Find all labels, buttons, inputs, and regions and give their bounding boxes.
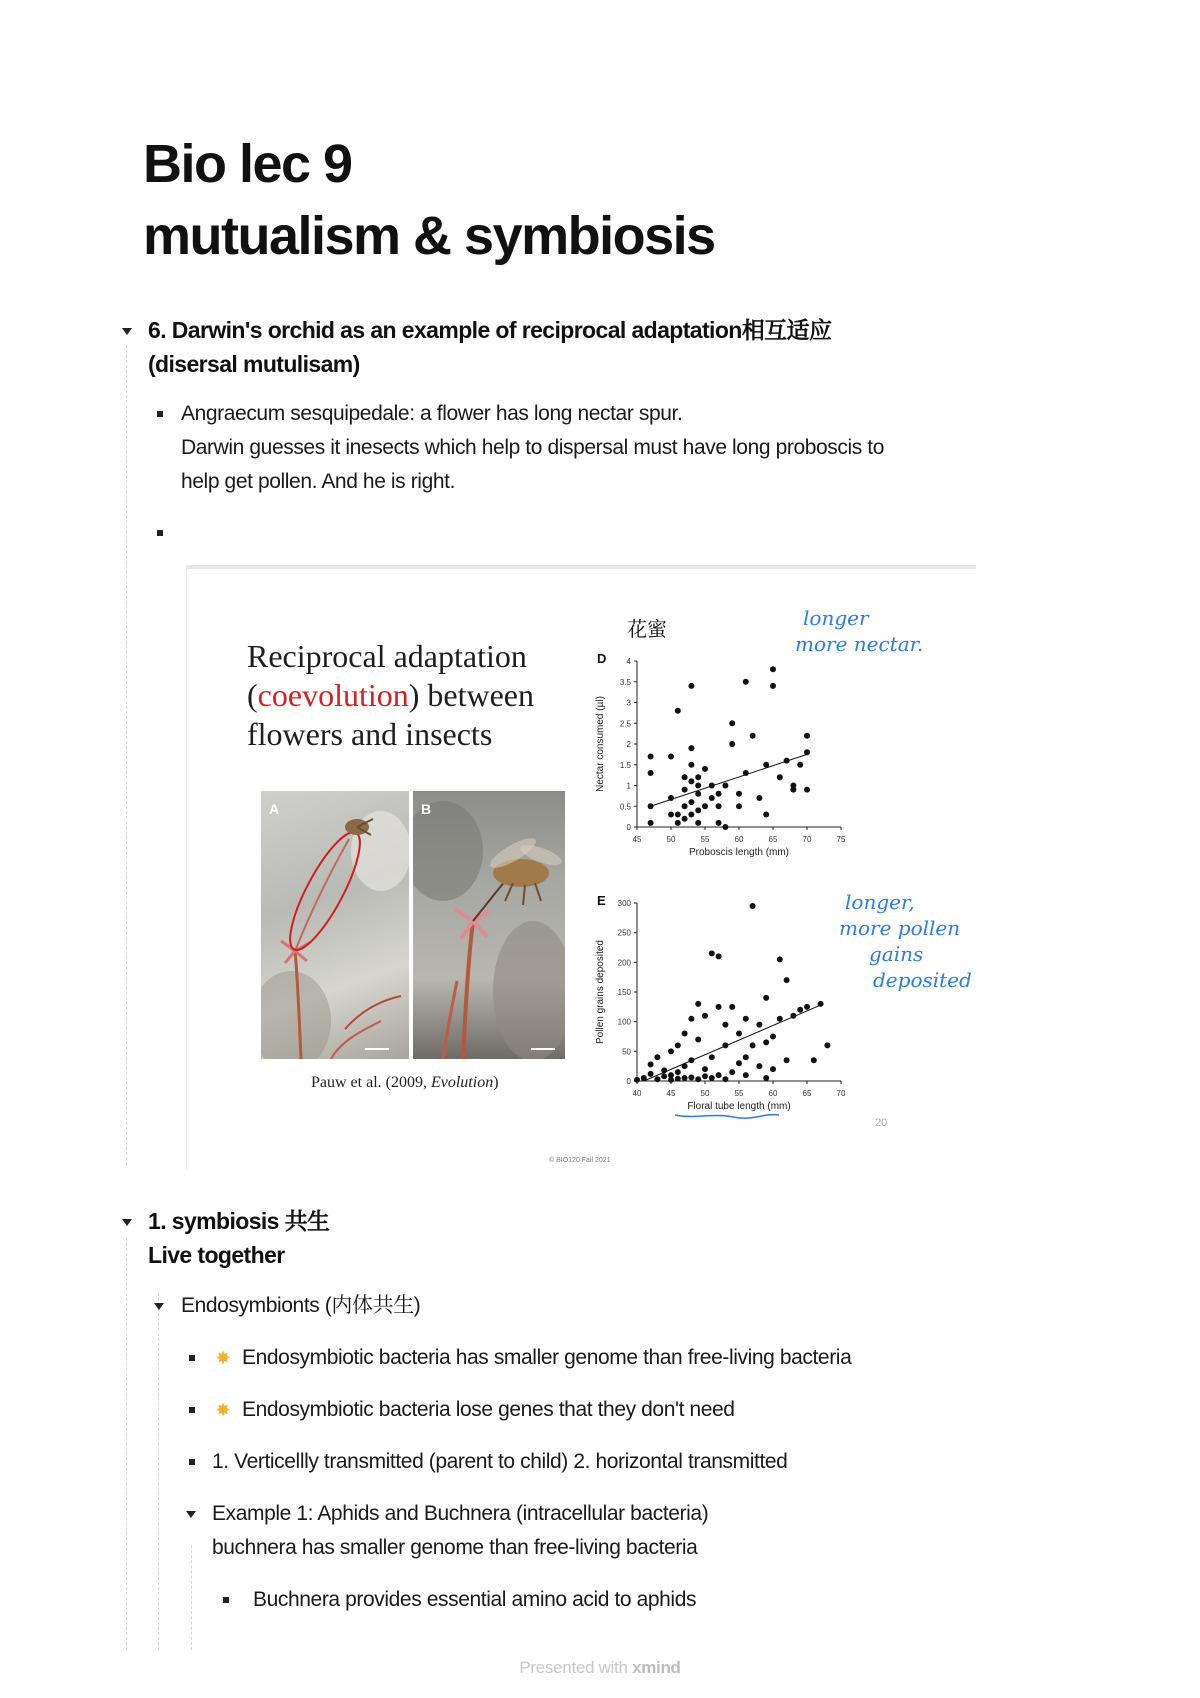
data-point — [688, 1016, 694, 1022]
data-point — [722, 1022, 728, 1028]
data-point — [668, 753, 674, 759]
x-tick-label: 60 — [734, 835, 744, 844]
data-point — [648, 753, 654, 759]
data-point — [790, 1013, 796, 1019]
photo-a-drawing — [261, 791, 409, 1059]
data-point — [648, 1071, 654, 1077]
data-point — [729, 741, 735, 747]
data-point — [695, 791, 701, 797]
data-point — [824, 1042, 830, 1048]
bullet-icon — [189, 1407, 195, 1413]
data-point — [702, 1066, 708, 1072]
data-point — [682, 774, 688, 780]
data-point — [668, 812, 674, 818]
data-point — [716, 1072, 722, 1078]
y-axis-label: Nectar consumed (µl) — [595, 696, 606, 792]
data-point — [682, 1031, 688, 1037]
data-point — [756, 1022, 762, 1028]
heading-line-1: 6. Darwin's orchid as an example of reciprocal adaptation相互适应 — [148, 317, 832, 343]
data-point — [654, 1054, 660, 1060]
node-example-aphids[interactable] — [212, 1497, 708, 1565]
node-endosymbionts[interactable]: Endosymbionts (内体共生) — [181, 1294, 421, 1317]
slide-title — [247, 637, 534, 754]
x-tick-label: 55 — [734, 1089, 744, 1098]
x-tick-label: 70 — [802, 835, 812, 844]
data-point — [668, 795, 674, 801]
data-point — [648, 1061, 654, 1067]
data-point — [716, 803, 722, 809]
note-line: more nectar. — [795, 632, 924, 656]
outline-guide-example-1 — [191, 1545, 192, 1650]
data-point — [695, 774, 701, 780]
note-line: more pollen — [839, 916, 961, 940]
xmind-logo: xmind — [632, 1658, 681, 1677]
node-lose-genes[interactable] — [212, 1393, 735, 1427]
data-point — [695, 783, 701, 789]
data-point — [750, 733, 756, 739]
y-tick-label: 4 — [626, 657, 631, 666]
data-point — [770, 666, 776, 672]
data-point — [763, 812, 769, 818]
data-point — [804, 1004, 810, 1010]
handwritten-note-nectar — [795, 605, 923, 657]
data-point — [777, 1016, 783, 1022]
collapse-toggle-icon[interactable] — [154, 1303, 164, 1310]
data-point — [818, 1001, 824, 1007]
node-genome-size[interactable] — [212, 1341, 851, 1375]
data-point — [682, 1063, 688, 1069]
data-point — [682, 803, 688, 809]
y-tick-label: 0.5 — [619, 802, 631, 812]
data-point — [756, 795, 762, 801]
data-point — [675, 708, 681, 714]
data-point — [763, 995, 769, 1001]
data-point — [668, 1048, 674, 1054]
data-point — [763, 762, 769, 768]
sparkle-icon: ✸ — [215, 1400, 231, 1420]
data-point — [784, 1057, 790, 1063]
data-point — [736, 1031, 742, 1037]
x-axis-label: Floral tube length (mm) — [687, 1101, 791, 1112]
data-point — [770, 683, 776, 689]
y-tick-label: 50 — [622, 1047, 631, 1057]
bullet-angraecum[interactable] — [181, 397, 884, 499]
data-point — [688, 745, 694, 751]
data-point — [743, 770, 749, 776]
data-point — [648, 770, 654, 776]
collapse-toggle-icon[interactable] — [122, 328, 132, 335]
data-point — [777, 956, 783, 962]
x-tick-label: 45 — [632, 835, 642, 844]
bullet-line-1: Angraecum sesquipedale: a flower has long nectar spur. — [181, 402, 683, 425]
data-point — [695, 820, 701, 826]
x-tick-label: 75 — [836, 835, 846, 844]
data-point — [743, 679, 749, 685]
y-tick-label: 2.5 — [619, 719, 631, 729]
data-point — [688, 812, 694, 818]
bullet-icon — [189, 1459, 195, 1465]
y-tick-label: 250 — [617, 928, 631, 938]
handwritten-note-pollen — [839, 889, 972, 993]
data-point — [702, 803, 708, 809]
data-point — [648, 803, 654, 809]
section-heading-darwin-orchid[interactable] — [148, 313, 831, 381]
photo-b-fly-hovering — [413, 791, 565, 1059]
data-point — [654, 1076, 660, 1082]
photo-b-drawing — [413, 791, 565, 1059]
data-point — [750, 1042, 756, 1048]
collapse-toggle-icon[interactable] — [122, 1219, 132, 1226]
x-tick-label: 70 — [836, 1089, 846, 1098]
outline-guide-section-2 — [126, 1238, 127, 1650]
data-point — [804, 733, 810, 739]
data-point — [770, 1066, 776, 1072]
data-point — [736, 1060, 742, 1066]
title-line-2: mutualism & symbiosis — [143, 206, 715, 266]
data-point — [675, 1069, 681, 1075]
trend-line — [651, 754, 807, 806]
citation-prefix: Pauw et al. (2009, — [311, 1074, 431, 1091]
data-point — [756, 1063, 762, 1069]
data-point — [763, 1039, 769, 1045]
title-line-1: Bio lec 9 — [143, 134, 352, 194]
slide-page-number: 20 — [875, 1117, 888, 1129]
data-point — [743, 1072, 749, 1078]
data-point — [722, 1042, 728, 1048]
data-point — [777, 774, 783, 780]
data-point — [736, 803, 742, 809]
x-tick-label: 50 — [666, 835, 676, 844]
slide-title-line-3: flowers and insects — [247, 716, 493, 752]
y-tick-label: 1.5 — [619, 760, 631, 770]
data-point — [716, 953, 722, 959]
slide-title-line-2 — [247, 676, 534, 715]
data-point — [675, 1042, 681, 1048]
data-point — [709, 1054, 715, 1060]
heading-line-1: 1. symbiosis 共生 — [148, 1208, 330, 1234]
data-point — [804, 749, 810, 755]
node-text: Endosymbiotic bacteria has smaller genome than free-living bacteria — [242, 1346, 852, 1369]
data-point — [811, 1057, 817, 1063]
data-point — [688, 683, 694, 689]
citation-suffix: ) — [493, 1074, 499, 1091]
x-tick-label: 45 — [666, 1089, 676, 1098]
data-point — [763, 1075, 769, 1081]
data-point — [682, 1075, 688, 1081]
data-point — [702, 1013, 708, 1019]
photo-b-label: B — [421, 801, 432, 817]
data-point — [688, 1074, 694, 1080]
outline-guide-endosymbionts — [158, 1293, 159, 1650]
data-point — [682, 787, 688, 793]
outline-guide-section-1 — [126, 345, 127, 1165]
bullet-icon — [223, 1597, 229, 1603]
bullet-icon — [157, 411, 163, 417]
presented-with-footer[interactable] — [0, 1658, 1200, 1678]
y-tick-label: 3.5 — [619, 677, 631, 687]
data-point — [675, 812, 681, 818]
x-tick-label: 50 — [700, 1089, 710, 1098]
collapse-toggle-icon[interactable] — [186, 1511, 196, 1518]
page-title — [143, 128, 715, 272]
data-point — [709, 795, 715, 801]
heading-line-2: (disersal mutulisam) — [148, 351, 360, 377]
panel-label: D — [597, 651, 607, 666]
data-point — [695, 1001, 701, 1007]
data-point — [648, 820, 654, 826]
citation-journal: Evolution — [430, 1074, 494, 1091]
data-point — [668, 1072, 674, 1078]
data-point — [722, 1076, 728, 1082]
example-line-1: Example 1: Aphids and Buchnera (intracellular bacteria) — [212, 1502, 709, 1525]
photo-a-label: A — [269, 801, 280, 817]
y-tick-label: 3 — [626, 698, 631, 708]
data-point — [750, 903, 756, 909]
slide-citation — [311, 1074, 499, 1092]
data-point — [784, 758, 790, 764]
data-point — [688, 1057, 694, 1063]
y-tick-label: 100 — [617, 1017, 631, 1027]
data-point — [695, 807, 701, 813]
data-point — [634, 1077, 640, 1083]
data-point — [729, 1069, 735, 1075]
bullet-line-2: Darwin guesses it inesects which help to dispersal must have long proboscis to — [181, 436, 885, 459]
chart-nectar-vs-proboscis — [583, 649, 873, 864]
y-tick-label: 200 — [617, 958, 631, 968]
data-point — [675, 1076, 681, 1082]
note-line: longer — [803, 606, 869, 630]
data-point — [770, 1034, 776, 1040]
data-point — [736, 791, 742, 797]
y-tick-label: 2 — [626, 740, 631, 749]
section-heading-symbiosis[interactable] — [148, 1204, 329, 1272]
data-point — [743, 1016, 749, 1022]
data-point — [716, 791, 722, 797]
panel-label: E — [597, 893, 606, 908]
data-point — [790, 783, 796, 789]
data-point — [729, 720, 735, 726]
heading-line-2: Live together — [148, 1242, 285, 1268]
x-tick-label: 65 — [768, 835, 778, 844]
y-tick-label: 0 — [626, 1077, 631, 1086]
sparkle-icon: ✸ — [215, 1348, 231, 1368]
node-transmission[interactable]: 1. Verticellly transmitted (parent to child) 2. horizontal transmitted — [212, 1450, 788, 1473]
data-point — [797, 1007, 803, 1013]
data-point — [784, 977, 790, 983]
node-buchnera-amino-acid[interactable]: Buchnera provides essential amino acid to aphids — [253, 1588, 697, 1611]
data-point — [729, 1004, 735, 1010]
data-point — [695, 1036, 701, 1042]
x-tick-label: 55 — [700, 835, 710, 844]
bullet-line-3: help get pollen. And he is right. — [181, 470, 456, 493]
data-point — [641, 1075, 647, 1081]
data-point — [682, 816, 688, 822]
lecture-slide-image — [186, 565, 976, 1170]
data-point — [716, 1004, 722, 1010]
y-tick-label: 300 — [617, 899, 631, 908]
y-tick-label: 0 — [626, 823, 631, 832]
handwritten-chinese-note: 花蜜 — [627, 617, 667, 641]
y-tick-label: 150 — [617, 988, 631, 997]
data-point — [661, 1073, 667, 1079]
x-axis-label: Proboscis length (mm) — [688, 847, 790, 858]
y-axis-label: Pollen grains deposited — [595, 940, 606, 1044]
handwritten-underline — [675, 1115, 779, 1118]
x-tick-label: 65 — [802, 1089, 812, 1098]
data-point — [688, 762, 694, 768]
data-point — [722, 824, 728, 830]
data-point — [743, 1054, 749, 1060]
data-point — [722, 783, 728, 789]
data-point — [675, 820, 681, 826]
data-point — [688, 778, 694, 784]
footer-prefix: Presented with — [519, 1658, 633, 1677]
coevolution-highlight: coevolution — [257, 677, 409, 713]
example-line-2: buchnera has smaller genome than free-living bacteria — [212, 1536, 698, 1559]
note-line: longer, — [845, 890, 915, 914]
data-point — [709, 783, 715, 789]
note-line: gains — [869, 942, 924, 966]
x-tick-label: 40 — [632, 1089, 642, 1098]
slide-copyright: © BIO120 Fall 2021 — [549, 1157, 611, 1164]
photo-a-fly-on-flower — [261, 791, 409, 1059]
data-point — [804, 787, 810, 793]
data-point — [716, 820, 722, 826]
paren-open: ( — [247, 677, 258, 713]
x-tick-label: 60 — [768, 1089, 778, 1098]
slide-title-line-1: Reciprocal adaptation — [247, 638, 527, 674]
y-tick-label: 1 — [626, 781, 631, 791]
data-point — [688, 799, 694, 805]
slide-title-line-2-rest: ) between — [408, 677, 534, 713]
data-point — [661, 1067, 667, 1073]
bullet-icon — [189, 1355, 195, 1361]
data-point — [797, 762, 803, 768]
data-point — [702, 766, 708, 772]
data-point — [695, 1076, 701, 1082]
chart-pollen-vs-floral-tube — [583, 889, 873, 1119]
data-point — [709, 950, 715, 956]
bullet-icon — [157, 530, 163, 536]
data-point — [702, 1073, 708, 1079]
node-text: Endosymbiotic bacteria lose genes that they don't need — [242, 1398, 735, 1421]
data-point — [709, 1075, 715, 1081]
note-line: deposited — [873, 968, 972, 992]
